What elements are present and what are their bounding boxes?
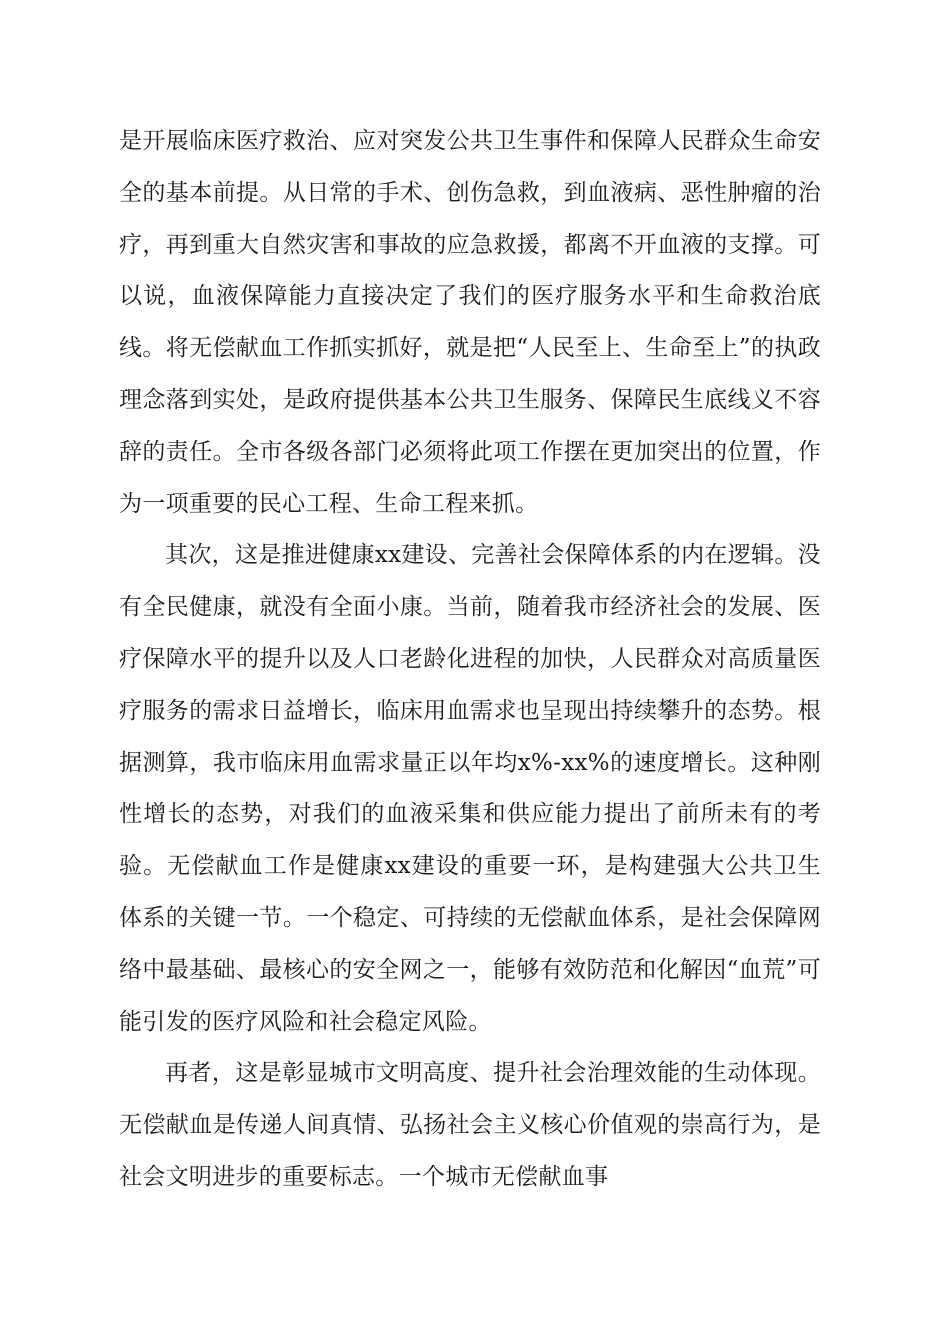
paragraph-3: 再者，这是彰显城市文明高度、提升社会治理效能的生动体现。无偿献血是传递人间真情、弘扬社会主义核心价值观的崇高行为，是社会文明进步的重要标志。一个城市无偿献血事	[119, 1060, 821, 1190]
document-body	[119, 116, 821, 1204]
paragraph-2: 其次，这是推进健康xx建设、完善社会保障体系的内在逻辑。没有全民健康，就没有全面小康。当前，随着我市经济社会的发展、医疗保障水平的提升以及人口老龄化进程的加快，人民群众对高质量医疗服务的需求日益增长，临床用血需求也呈现出持续攀升的态势。根据测算，我市临床用血需求量正以年均x%-xx%的速度增长。这种刚性增长的态势，对我们的血液采集和供应能力提出了前所未有的考验。无偿献血工作是健康xx建设的重要一环，是构建强大公共卫生体系的关键一节。一个稳定、可持续的无偿献血体系，是社会保障网络中最基础、最核心的安全网之一，能够有效防范和化解因“血荒”可能引发的医疗风险和社会稳定风险。	[119, 542, 821, 1035]
paragraph-1: 是开展临床医疗救治、应对突发公共卫生事件和保障人民群众生命安全的基本前提。从日常的手术、创伤急救，到血液病、恶性肿瘤的治疗，再到重大自然灾害和事故的应急救援，都离不开血液的支撑。可以说，血液保障能力直接决定了我们的医疗服务水平和生命救治底线。将无偿献血工作抓实抓好，就是把“人民至上、生命至上”的执政理念落到实处，是政府提供基本公共卫生服务、保障民生底线义不容辞的责任。全市各级各部门必须将此项工作摆在更加突出的位置，作为一项重要的民心工程、生命工程来抓。	[119, 128, 821, 517]
